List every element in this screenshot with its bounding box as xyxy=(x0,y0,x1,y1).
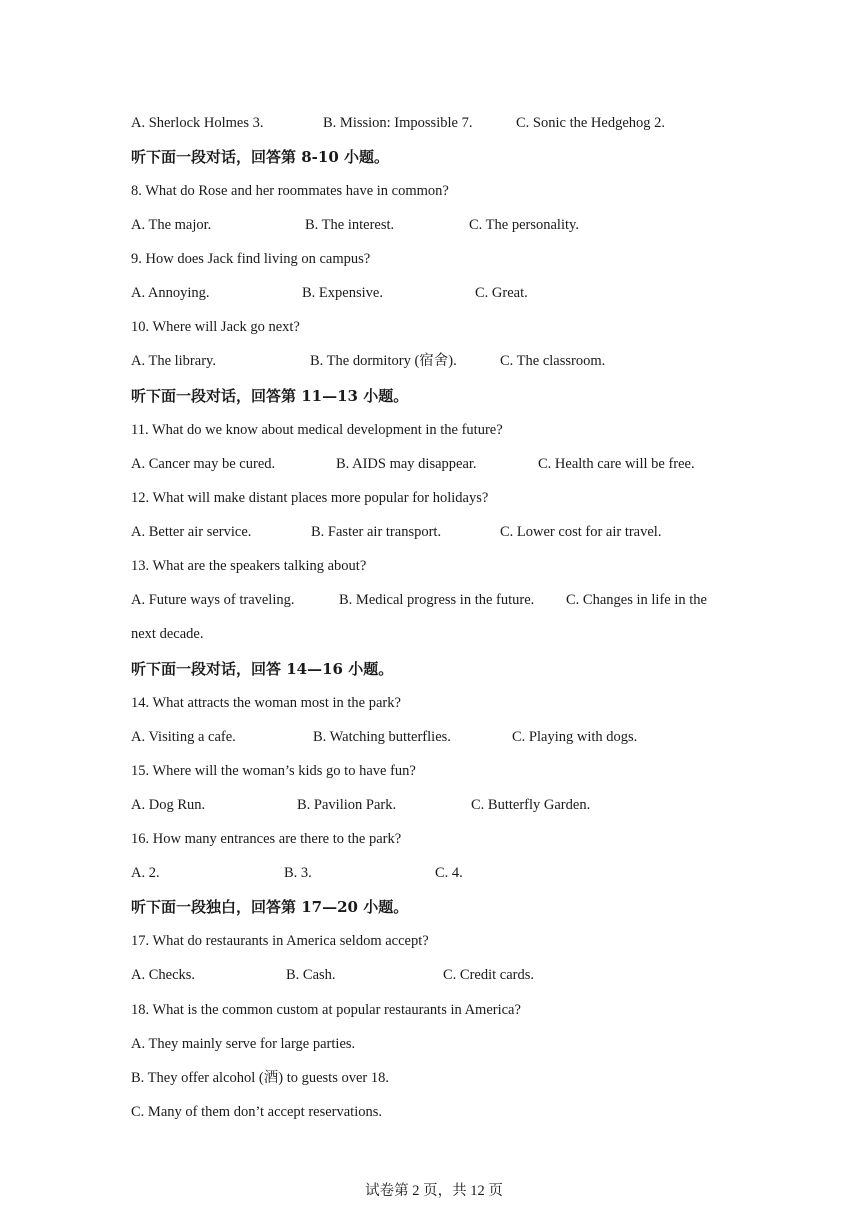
answer-option: B. 3. xyxy=(284,865,312,881)
answer-option: A. Better air service. xyxy=(131,524,252,540)
answer-option: B. Watching butterflies. xyxy=(313,729,451,745)
answer-option: B. Medical progress in the future. xyxy=(339,592,535,608)
answer-option: C. Butterfly Garden. xyxy=(471,797,591,813)
answer-option: A. Annoying. xyxy=(131,285,210,301)
answer-option: B. Cash. xyxy=(286,967,336,983)
question-text: 9. How does Jack find living on campus? xyxy=(131,251,371,267)
answer-option: B. Mission: Impossible 7. xyxy=(323,115,473,131)
answer-option: B. Pavilion Park. xyxy=(297,797,397,813)
question-text: 18. What is the common custom at popular restaurants in America? xyxy=(131,1002,521,1018)
question-text: 12. What will make distant places more popular for holidays? xyxy=(131,490,489,506)
question-text: A. They mainly serve for large parties. xyxy=(131,1036,356,1052)
answer-option: C. The personality. xyxy=(469,217,579,233)
answer-option: C. The classroom. xyxy=(500,353,606,369)
answer-option: B. The interest. xyxy=(305,217,395,233)
question-text: next decade. xyxy=(131,626,204,642)
section-heading: 听下面一段独白，回答第 17—20 小题。 xyxy=(131,898,409,916)
section-heading: 听下面一段对话，回答第 11—13 小题。 xyxy=(131,387,409,405)
question-text: 8. What do Rose and her roommates have in common? xyxy=(131,183,449,199)
answer-option: B. AIDS may disappear. xyxy=(336,456,477,472)
question-text: C. Many of them don’t accept reservations. xyxy=(131,1104,382,1120)
section-heading: 听下面一段对话，回答第 8-10 小题。 xyxy=(131,148,389,166)
question-text: B. They offer alcohol (酒) to guests over 18. xyxy=(131,1070,389,1086)
answer-option: A. Checks. xyxy=(131,967,196,983)
answer-option: C. Sonic the Hedgehog 2. xyxy=(516,115,666,131)
answer-option: B. The dormitory (宿舍). xyxy=(310,353,457,369)
question-text: 13. What are the speakers talking about? xyxy=(131,558,367,574)
answer-option: A. The major. xyxy=(131,217,212,233)
page-footer: 试卷第 2 页，共 12 页 xyxy=(365,1183,503,1199)
question-text: 14. What attracts the woman most in the park? xyxy=(131,695,401,711)
question-text: 17. What do restaurants in America seldom accept? xyxy=(131,933,429,949)
answer-option: A. 2. xyxy=(131,865,160,881)
answer-option: C. Great. xyxy=(475,285,528,301)
question-text: 16. How many entrances are there to the park? xyxy=(131,831,402,847)
answer-option: A. The library. xyxy=(131,353,216,369)
answer-option: B. Expensive. xyxy=(302,285,383,301)
answer-option: A. Future ways of traveling. xyxy=(131,592,295,608)
answer-option: C. Lower cost for air travel. xyxy=(500,524,662,540)
section-heading: 听下面一段对话，回答 14—16 小题。 xyxy=(131,660,394,678)
answer-option: C. Credit cards. xyxy=(443,967,535,983)
answer-option: C. Changes in life in the xyxy=(566,592,707,608)
answer-option: A. Sherlock Holmes 3. xyxy=(131,115,264,131)
answer-option: C. Playing with dogs. xyxy=(512,729,638,745)
question-text: 11. What do we know about medical development in the future? xyxy=(131,422,503,438)
answer-option: A. Visiting a cafe. xyxy=(131,729,236,745)
question-text: 10. Where will Jack go next? xyxy=(131,319,300,335)
answer-option: B. Faster air transport. xyxy=(311,524,442,540)
question-text: 15. Where will the woman’s kids go to have fun? xyxy=(131,763,416,779)
answer-option: A. Cancer may be cured. xyxy=(131,456,276,472)
answer-option: C. 4. xyxy=(435,865,463,881)
answer-option: A. Dog Run. xyxy=(131,797,206,813)
answer-option: C. Health care will be free. xyxy=(538,456,695,472)
